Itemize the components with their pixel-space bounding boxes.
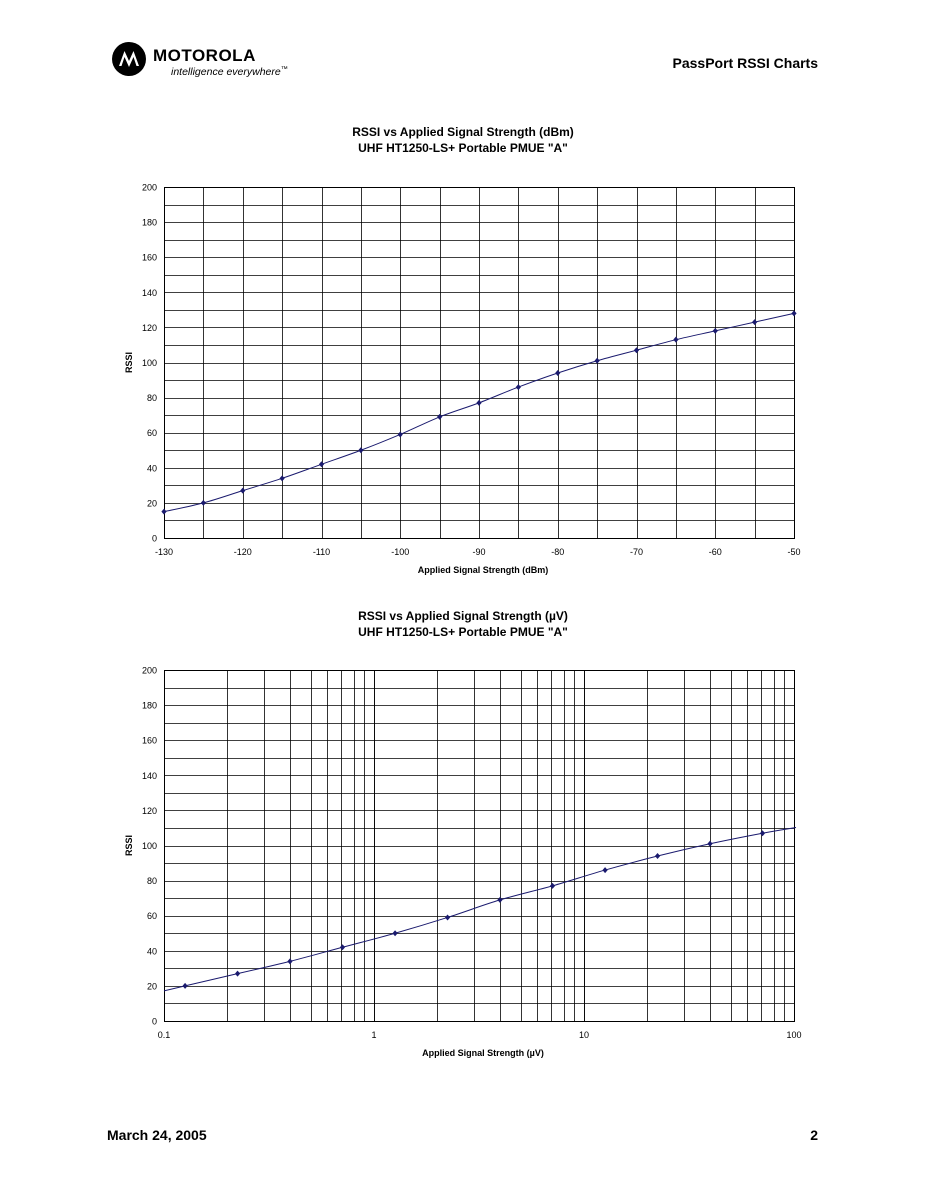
- chart2-x-tick-label: 100: [786, 1030, 802, 1040]
- chart1-data-point: [752, 319, 757, 325]
- chart1-x-tick-label: -120: [233, 547, 252, 557]
- chart2-y-tick-label: 140: [141, 770, 157, 781]
- chart2-y-tick-label: 80: [146, 876, 157, 887]
- chart2-y-tick-label: 20: [146, 981, 157, 992]
- chart2-data-point: [550, 883, 555, 889]
- chart1-data-point: [791, 310, 796, 316]
- chart1-data-point: [476, 400, 481, 406]
- chart1-y-tick-label: 140: [141, 287, 157, 298]
- chart2-data-point: [340, 944, 345, 950]
- chart1-y-tick-label: 40: [146, 463, 157, 474]
- chart2-data-point: [707, 841, 712, 847]
- document-title: PassPort RSSI Charts: [672, 55, 818, 71]
- chart2-x-tick-label: 1: [371, 1030, 377, 1040]
- chart1-x-tick-label: -90: [472, 547, 486, 557]
- brand-name: MOTOROLA: [153, 46, 256, 65]
- brand-tagline: intelligence everywhere™: [171, 66, 288, 78]
- chart1-data-point: [595, 358, 600, 364]
- chart2-y-tick-label: 200: [141, 665, 157, 676]
- chart1-data-point: [634, 347, 639, 353]
- chart1-x-tick-label: -100: [391, 547, 410, 557]
- chart1-y-tick-label: 120: [141, 322, 157, 333]
- footer-date: March 24, 2005: [107, 1127, 207, 1143]
- chart1-data-point: [358, 447, 363, 453]
- chart1-dbm: [0, 175, 926, 585]
- motorola-logo: [112, 42, 322, 82]
- chart1-y-tick-label: 60: [146, 428, 157, 439]
- chart2-data-point: [445, 914, 450, 920]
- chart2-y-tick-label: 60: [146, 911, 157, 922]
- chart2-x-tick-label: 0.1: [157, 1030, 171, 1040]
- chart1-y-tick-label: 20: [146, 498, 157, 509]
- chart2-data-point: [497, 897, 502, 903]
- chart1-y-axis-label: RSSI: [124, 351, 134, 374]
- chart1-y-tick-label: 180: [141, 217, 157, 228]
- chart2-data-point: [182, 983, 187, 989]
- chart2-y-tick-label: 100: [141, 841, 157, 851]
- chart1-data-point: [437, 414, 442, 420]
- chart1-x-tick-label: -80: [551, 547, 565, 557]
- chart2-series-line: [164, 828, 796, 991]
- chart2-y-tick-label: 160: [141, 735, 157, 746]
- chart1-y-tick-label: 100: [141, 358, 157, 368]
- chart2-y-tick-label: 180: [141, 700, 157, 711]
- chart1-x-tick-label: -70: [629, 547, 644, 557]
- chart1-y-tick-label: 80: [146, 393, 157, 404]
- chart2-data-point: [655, 853, 660, 859]
- chart1-y-tick-label: 160: [141, 252, 157, 263]
- page-number: 2: [810, 1127, 818, 1143]
- chart2-data-point: [235, 971, 240, 977]
- chart1-data-point: [516, 384, 521, 390]
- chart1-y-tick-label: 0: [151, 533, 157, 544]
- chart1-data-point: [201, 500, 206, 506]
- chart1-data-point: [555, 370, 560, 376]
- chart2-y-axis-label: RSSI: [124, 834, 134, 857]
- chart1-data-point: [280, 475, 285, 481]
- chart1-x-tick-label: -60: [708, 547, 722, 557]
- chart2-uv: [0, 658, 926, 1068]
- chart2-x-tick-label: 10: [578, 1030, 590, 1040]
- chart2-data-point: [602, 867, 607, 873]
- chart2-y-tick-label: 0: [151, 1016, 157, 1027]
- chart1-x-axis-label: Applied Signal Strength (dBm): [417, 565, 549, 575]
- chart2-data-point: [287, 958, 292, 964]
- chart1-title-block: [0, 124, 926, 156]
- chart1-data-point: [319, 461, 324, 467]
- chart2-y-tick-label: 40: [146, 946, 157, 957]
- chart2-title: RSSI vs Applied Signal Strength (µV): [358, 609, 568, 623]
- motorola-batwing-icon: [112, 42, 146, 76]
- chart1-data-point: [713, 328, 718, 334]
- chart1-data-point: [398, 431, 403, 437]
- chart1-data-point: [240, 488, 245, 494]
- chart2-y-tick-label: 120: [141, 805, 157, 816]
- chart1-subtitle: UHF HT1250-LS+ Portable PMUE "A": [358, 141, 568, 155]
- chart1-data-point: [673, 337, 678, 343]
- chart2-data-point: [392, 930, 397, 936]
- chart1-data-point: [161, 509, 166, 515]
- chart1-x-tick-label: -110: [312, 547, 331, 557]
- chart1-title: RSSI vs Applied Signal Strength (dBm): [352, 125, 574, 139]
- chart2-data-point: [760, 830, 765, 836]
- chart1-y-tick-label: 200: [141, 182, 157, 193]
- chart2-x-axis-label: Applied Signal Strength (µV): [422, 1048, 544, 1058]
- chart2-subtitle: UHF HT1250-LS+ Portable PMUE "A": [358, 625, 568, 639]
- chart1-x-tick-label: -50: [787, 547, 801, 557]
- chart2-title-block: [0, 608, 926, 640]
- chart1-series-line: [164, 313, 794, 511]
- chart1-x-tick-label: -130: [154, 547, 174, 557]
